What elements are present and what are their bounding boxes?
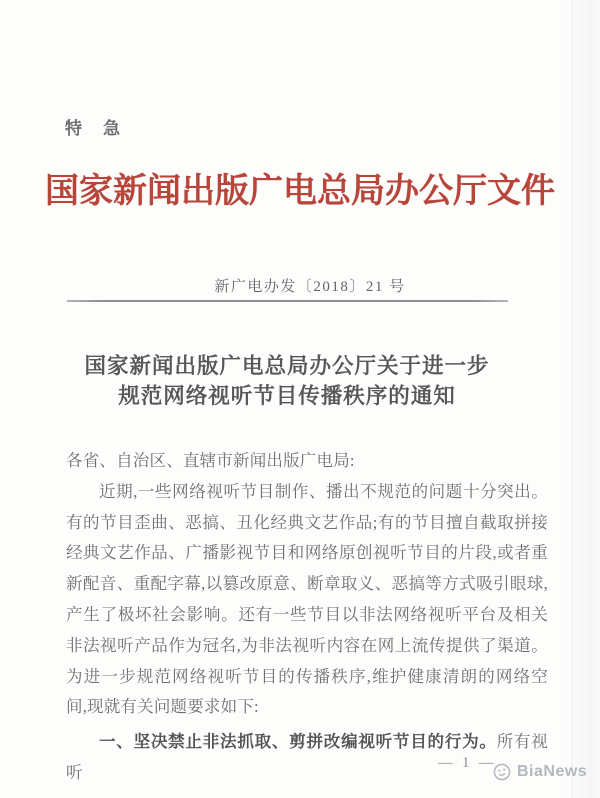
item1-heading: 一、坚决禁止非法抓取、剪拼改编视听节目的行为。	[99, 732, 497, 752]
watermark	[492, 762, 587, 782]
body-line: 有的节目歪曲、恶搞、丑化经典文艺作品;有的节目擅自截取拼接	[66, 512, 548, 532]
body-line: 近期,一些网络视听节目制作、播出不规范的问题十分突出。	[99, 481, 548, 501]
body-line: 经典文艺作品、广播影视节目和网络原创视听节目的片段,或者重	[66, 543, 548, 563]
body-line: 间,现就有关问题要求如下:	[66, 697, 259, 717]
body-line: 产生了极坏社会影响。还有一些节目以非法网络视听平台及相关	[66, 604, 548, 624]
letterhead-title: 国家新闻出版广电总局办公厅文件	[45, 173, 555, 210]
body-line: 为进一步规范网络视听节目的传播秩序,维护健康清朗的网络空	[66, 666, 548, 686]
scan-edge-artifact	[571, 0, 573, 798]
bianews-logo-icon	[492, 762, 512, 782]
salutation: 各省、自治区、直辖市新闻出版广电局:	[66, 451, 355, 470]
body-line: 新配音、重配字幕,以篡改原意、断章取义、恶搞等方式吸引眼球,	[66, 574, 548, 594]
notice-title-line1: 国家新闻出版广电总局办公厅关于进一步	[84, 354, 490, 378]
document-number: 新广电办发〔2018〕21 号	[214, 279, 406, 295]
urgency-label: 特 急	[65, 119, 122, 138]
watermark-text: BiaNews	[517, 763, 588, 780]
body-line: 非法视听产品作为冠名,为非法视听内容在网上流传提供了渠道。	[66, 635, 548, 655]
letterhead-divider	[67, 300, 508, 302]
document-body	[66, 446, 548, 789]
page-number: — 1 —	[438, 755, 497, 771]
notice-title	[37, 351, 537, 411]
item1-text: 所有视听	[66, 732, 548, 782]
notice-title-line2: 规范网络视听节目传播秩序的通知	[118, 384, 456, 408]
